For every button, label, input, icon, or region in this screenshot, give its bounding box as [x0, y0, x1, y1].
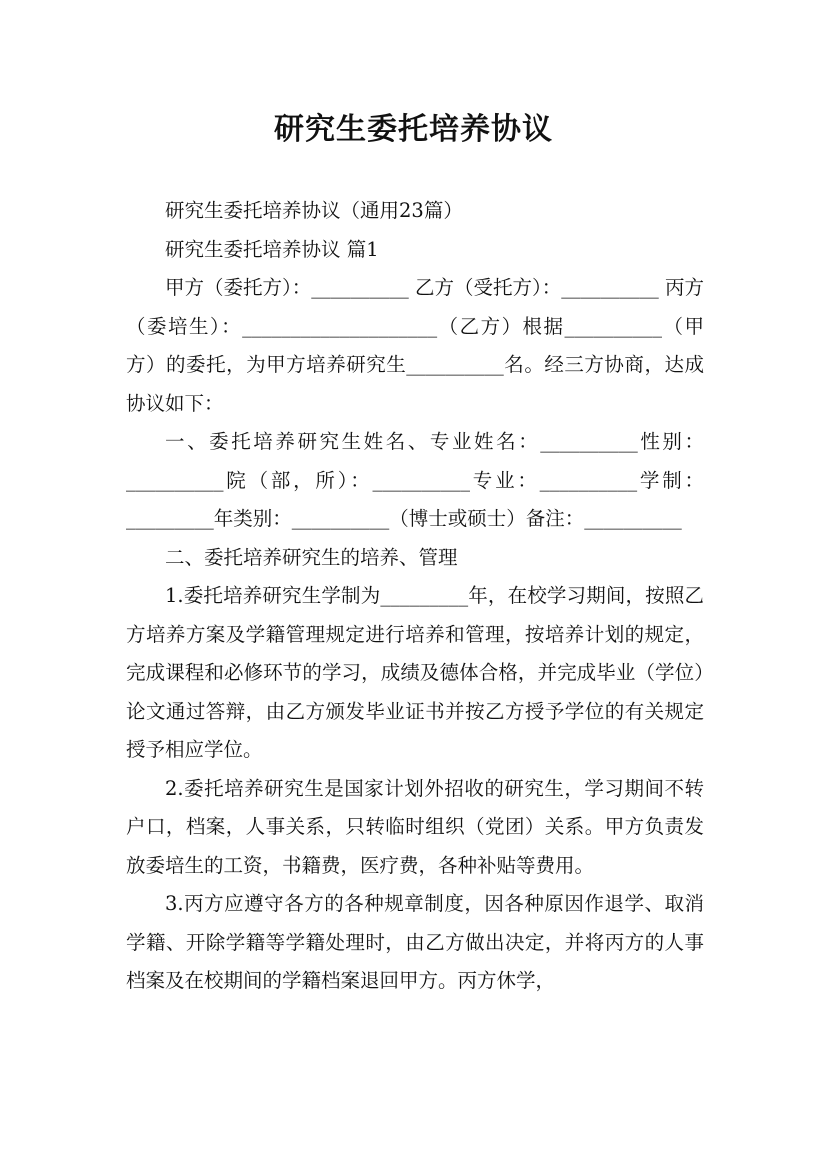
paragraph-student-info: 一、委托培养研究生姓名、专业姓名：__________性别：__________院（部，所）：__________专业：__________学制：_________年类别：__________（博士或硕士）备注：__________	[126, 430, 704, 530]
paragraph-item-1: 1.委托培养研究生学制为_________年，在校学习期间，按照乙方培养方案及学籍管理规定进行培养和管理，按培养计划的规定，完成课程和必修环节的学习，成绩及德体合格，并完成毕业（学位）论文通过答辩，由乙方颁发毕业证书并按乙方授予学位的有关规定授予相应学位。	[126, 584, 704, 761]
paragraph-section-heading: 研究生委托培养协议 篇1	[165, 237, 379, 261]
document-body	[126, 192, 704, 1001]
paragraph-parties: 甲方（委托方）：__________ 乙方（受托方）：__________ 丙方（委培生）：____________________（乙方）根据__________（甲方）的委托，为甲方培养研究生__________名。经三方协商，达成协议如下：	[126, 276, 704, 415]
document-title: 研究生委托培养协议	[274, 112, 553, 147]
paragraph-subtitle: 研究生委托培养协议（通用23篇）	[165, 199, 463, 222]
paragraph-training-heading: 二、委托培养研究生的培养、管理	[165, 545, 458, 569]
paragraph-item-2: 2.委托培养研究生是国家计划外招收的研究生，学习期间不转户口，档案，人事关系，只转临时组织（党团）关系。甲方负责发放委培生的工资，书籍费，医疗费，各种补贴等费用。	[126, 776, 704, 877]
paragraph-item-3: 3.丙方应遵守各方的各种规章制度，因各种原因作退学、取消学籍、开除学籍等学籍处理时，由乙方做出决定，并将丙方的人事档案及在校期间的学籍档案退回甲方。丙方休学，	[126, 892, 704, 992]
